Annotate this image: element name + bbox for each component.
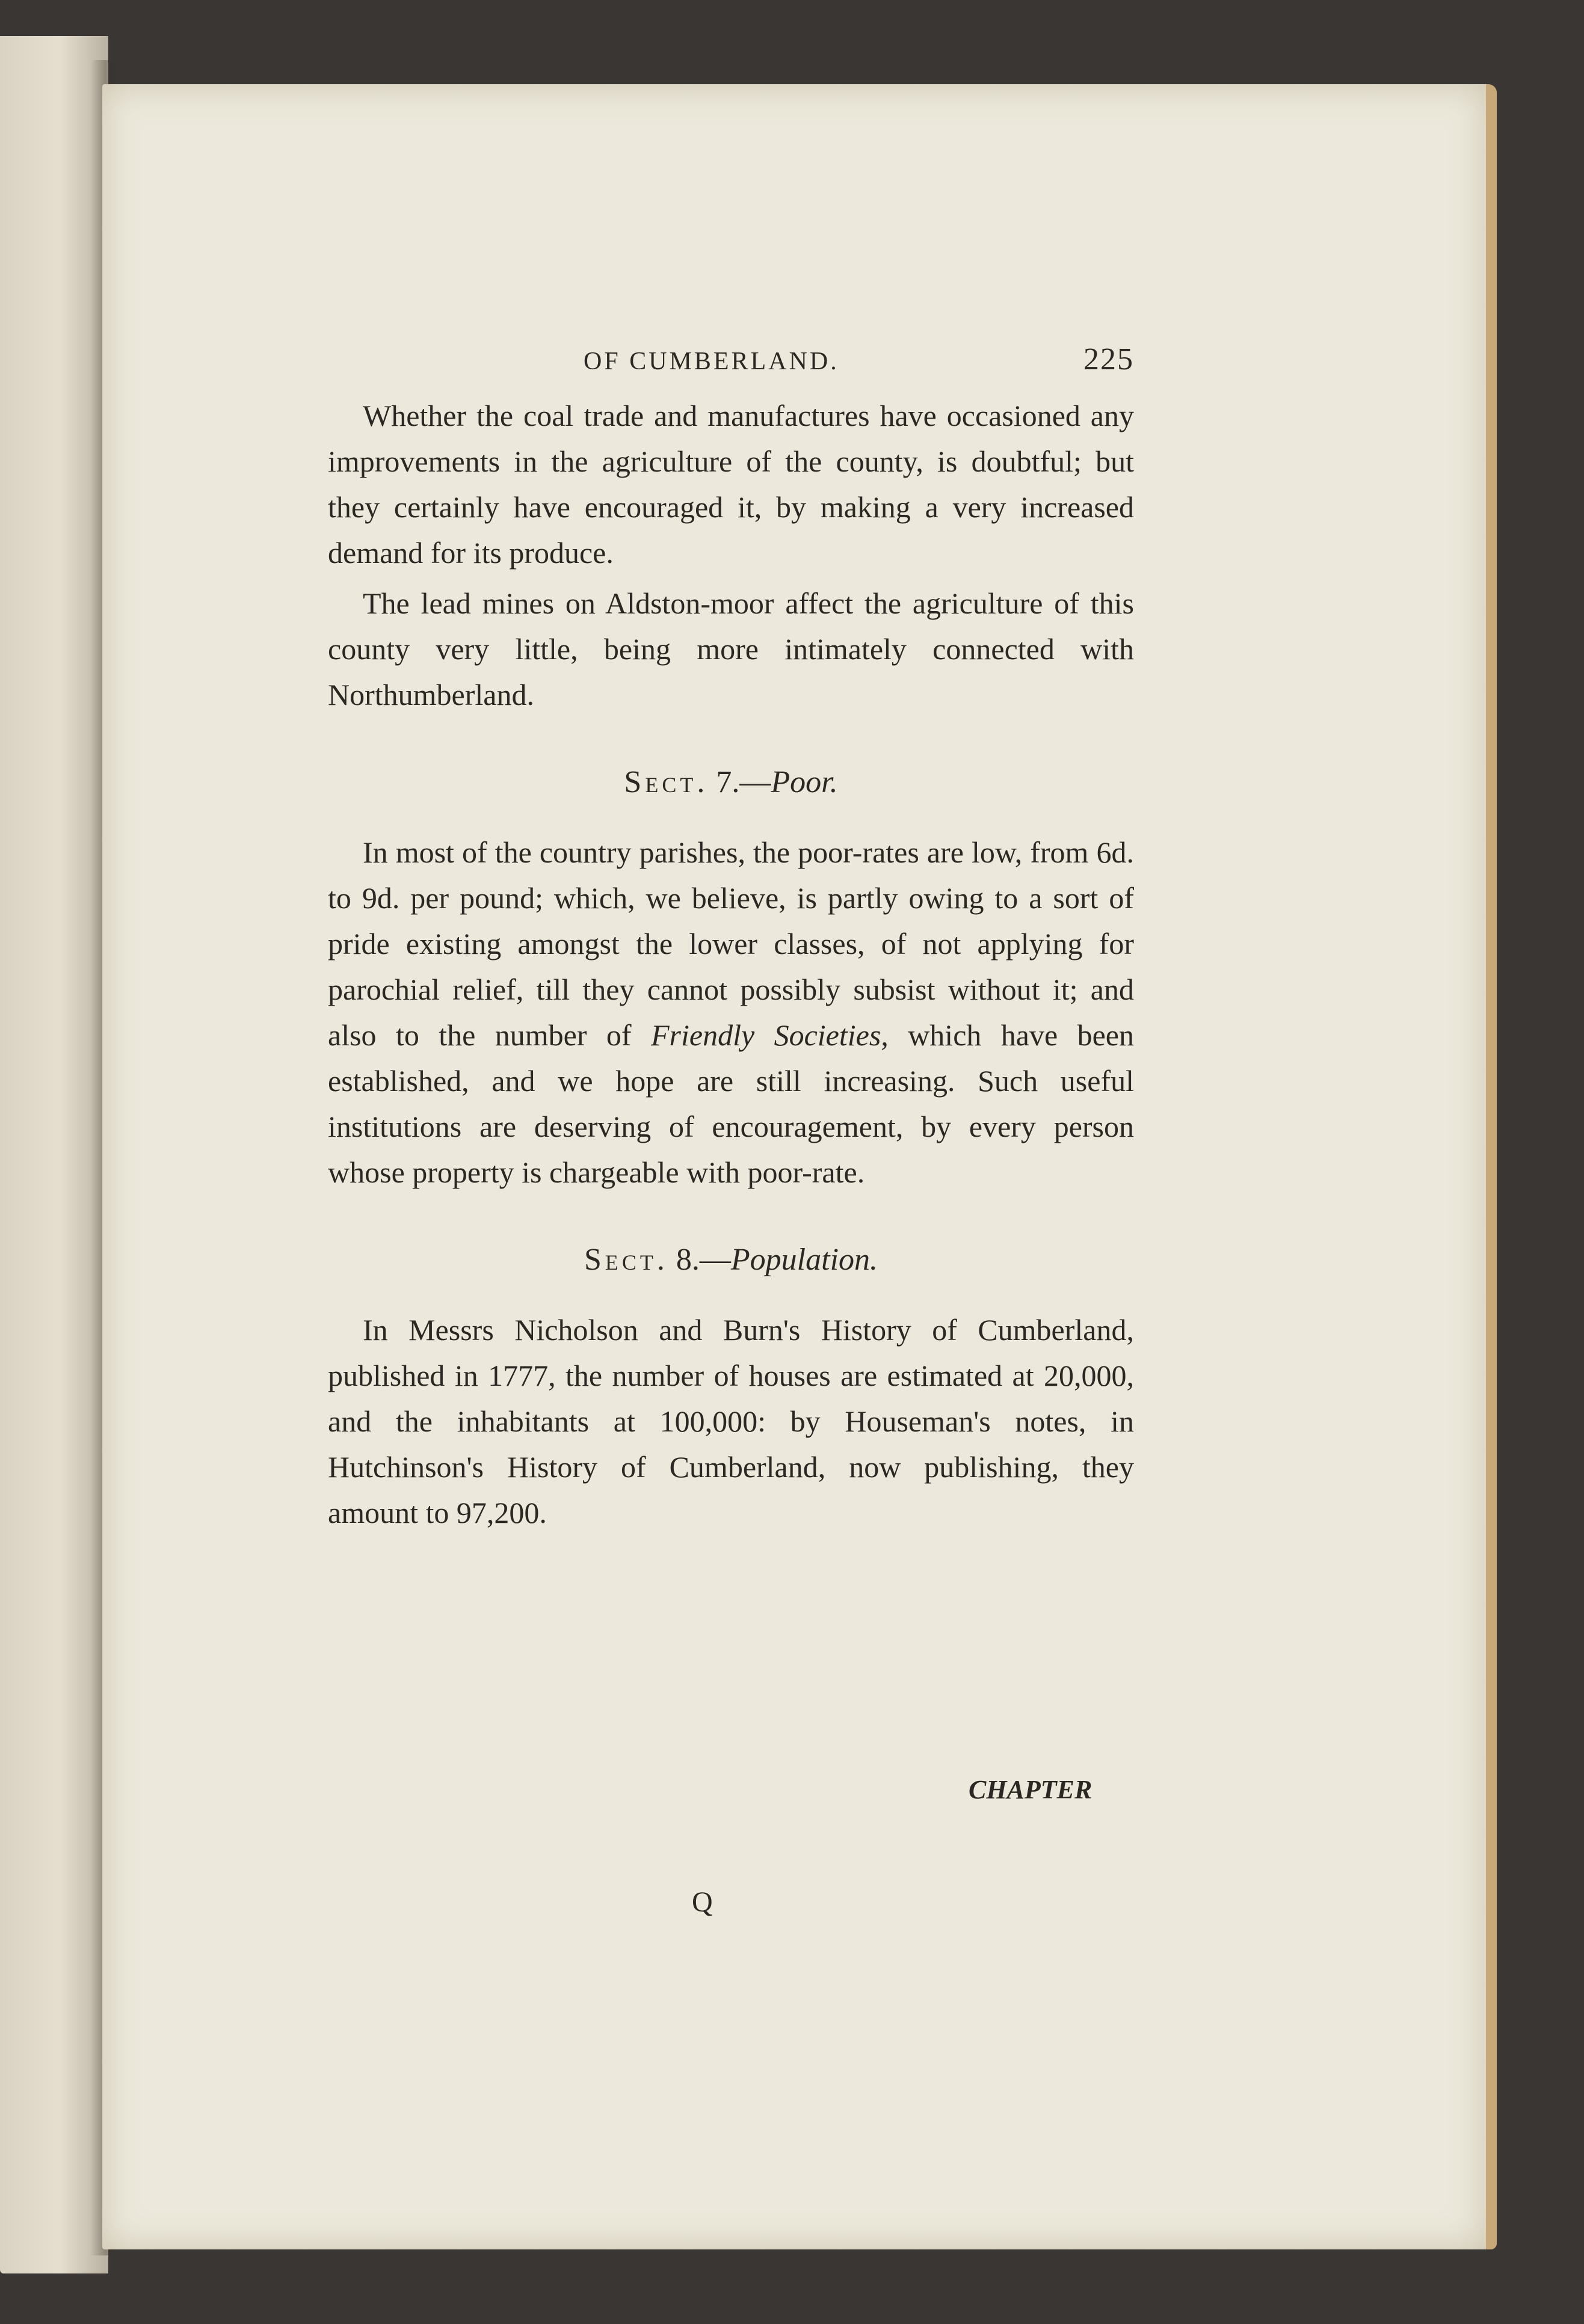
section-8-label: Sect. [584,1243,668,1277]
paragraph-poor [328,829,1134,1195]
paragraph-population: In Messrs Nicholson and Burn's History of Cumberland, published in 1777, the number of houses are estimated at 20,000, and the inhabitants at 100,000: by Houseman's notes, in Hutchinson's History of Cumberland, now publishing, they amount to 97,200. [328,1313,1134,1529]
running-head: OF CUMBERLAND. [584,348,839,375]
section-8-heading [328,1237,1134,1283]
paragraph-coal-trade: Whether the coal trade and manufactures have occasioned any improvements in the agriculture of the county, is doubtful; but they certainly have encouraged it, by making a very increased demand for its produce. [328,399,1134,570]
poor-text-before: In most of the country parishes, the poor-rates are low, from 6d. to 9d. per pound; which, we believe, is partly owing to a sort of pride existing amongst the lower classes, of not applying for parochial relief, till they cannot possibly subsist without it; and also to the number of [328,835,1134,1052]
page-number: 225 [1083,342,1134,377]
page-header [328,337,1134,384]
page-content [328,337,1134,1540]
section-7-number: 7.— [716,765,771,799]
paragraph-lead-mines: The lead mines on Aldston-moor affect the agriculture of this county very little, being more intimately connected with Northumberland. [328,586,1134,712]
section-7-title: Poor. [771,765,838,799]
signature-mark: Q [692,1886,713,1918]
friendly-societies-phrase: Friendly Societies, [650,1018,889,1052]
catchword: CHAPTER [969,1775,1092,1804]
section-7-heading [328,760,1134,805]
section-8-number: 8.— [676,1243,731,1277]
section-8-title: Population. [730,1243,878,1277]
poor-text-after: which have been established, and we hope are still increasing. Such useful institutions are deserving of encouragement, by every person whose property is chargeable with poor-rate. [328,1018,1134,1189]
section-7-label: Sect. [624,765,709,799]
